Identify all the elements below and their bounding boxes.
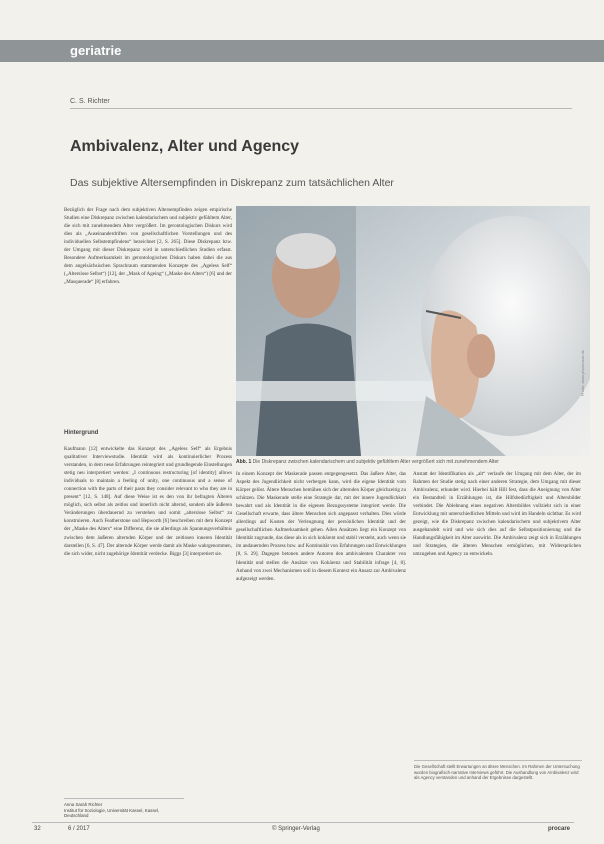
caption-text: Die Diskrepanz zwischen kalendarischem und subjektiv gefühltem Alter vergrößert sich mit zunehmendem Alter (252, 459, 499, 465)
publisher: © Springer-Verlag (272, 826, 320, 832)
section-header-bar (0, 40, 604, 62)
body-text-column-1-bottom: Kaufmann [12] entwickelte das Konzept des „Ageless Self“ als Ergebnis qualitativer Interviewstudie. Identität wird als kontinuierlicher Prozess verstanden, in dem neue Erfahrungen reintegriert und grundlegende Einstellungen stetig neu interpretiert werden: „I continuous restructuring [of identity] allows individuals to maintain a feeling of unity, one continuous and a sense of connection with the parts of their pasts they consider relevant to who they are in present“ [12, S. 148]. Auf diese Weise ist es den von ihr befragten Älteren möglich, sich selbst als zeitlos und innerlich nicht alternd, sondern alle äußeren Veränderungen überdauernd zu verstehen und somit „alterslose Selbst“ zu konstruieren. Auch Featherstone und Hepworth [6] beschreiben mit dem Konzept der „Maske des Alters“ eine Differenz, die sie allerdings als Spannungsverhältnis zwischen dem äußeren alternden Körper und der zeitlosen inneren Identität darstellen [6, S. 47]. Der alternde Körper werde damit als Maske wahrgenommen, die sich wider, nicht zugehörige Identität verdecke. Biggs [3] interpretiert sie. (64, 446, 232, 557)
info-box: Die Gesellschaft stellt Erwartungen an ältere Menschen. Im Rahmen der Untersuchung wurden biografisch-narrative Interviews geführt. Die Aushandlung von Ambivalenz wird als Agency verstanden und anhand der Ergebnisse dargestellt. (414, 760, 582, 814)
caption-label: Abb. 1 (236, 459, 252, 465)
author-affiliation: Institut für Soziologie, Universität Kassel, Kassel, Deutschland (64, 807, 160, 819)
page-number: 32 (34, 826, 41, 832)
issue-number: 6 / 2017 (68, 826, 90, 832)
body-text-column-1-top: Bezüglich der Frage nach dem subjektiven Altersempfinden zeigen empirische Studien eine Diskrepanz zwischen kalendarischem und subjektiv gefühltem Alter, die sich mit zunehmendem Alter vergrößert. Im gerontologischen Diskurs wird dies als „Auseinanderdriften von gesellschaftlichen Vorstellungen und des individuellen Selbstempfindens“ bezeichnet [2, S. 265]. Diese Diskrepanz bzw. der Umgang mit dieser Diskrepanz wird in unterschiedlichen Studien erfasst. Besondere Aufmerksamkeit im gerontologischen Diskurs haben dabei die aus dem angelsächsischen Sprachraum stammenden Konzepte des „Ageless Self“ („Alterslose Selbst“) [12], der „Mask of Ageing“ („Maske des Alters“) [6] und der „Masquerade“ [8] erfahren. (64, 207, 232, 286)
photo-credit: Photo: www.photocase.de (580, 350, 585, 397)
body-text-column-3: Anstatt der Identifikation als „alt“ verlaufe der Umgang mit dem Alter, der im Rahmen der Studie stetig nach einer anderen Strategie, dem Umgang mit dieser Ambivalenz, erkundet wird. Hierbei hält Hill fest, dass die Aneignung von Alter ein Bestandteil in Erzählungen ist, die Hilfsbedürftigkeit und Altersbilder verbindet. Die Ablehnung eines negativen Altersbildes vollzieht sich in einer Entwicklung mit unterschiedlichen Mitteln und wird im Handeln sichtbar. Es wird gezeigt, wie die Diskrepanz zwischen kalendarischem und subjektivem Alter ausgehandelt wird und wie sich dies auf die Selbstpositionierung und die Handlungsfähigkeit im Alter auswirkt. Die Ambivalenz zeigt sich in Erzählungen und Strategien, die älteren Menschen ermöglichen, mit Widersprüchen umzugehen und Agency zu entwickeln. (413, 471, 581, 558)
divider (64, 798, 184, 799)
article-author: C. S. Richter (70, 98, 110, 105)
journal-name: procare (548, 826, 571, 832)
article-photo (236, 206, 590, 456)
figure-caption (236, 459, 590, 466)
section-subheading: Hintergrund (64, 430, 99, 436)
photo-illustration (236, 206, 590, 456)
body-text-column-2: In einem Konzept der Maskerade passen entgegengesetzt. Das äußere Alter, das Aspekt des Jugendlichkeit nicht verbergen kann, wird die eigene Identität vom Körper gelöst. Ältere Menschen bemühen sich der alternden Körper gleichzeitig zu schützen. Die Maskerade stelle eine Strategie dar, mit der innere Jugendlichkeit bewahrt und als Identität in die eigenen Bezugssysteme integriert werde. Die Gesellschaft erwarte, dass ältere Menschen sich angepasst verhalten. Dies würde allerdings auf Kosten der Verleugnung der persönlichen Identität und der gesellschaftlichen Aufmerksamkeit gehen. Allen Ansätzen liegt ein Konzept von Identität zugrunde, das diese als in sich kohärent und stabil versteht, auch wenn sie im andauernden Prozess bzw. auf Kontinuität von Erfahrungen und Entwicklungen [8, S. 29]. Dagegen betonen andere Autoren den ambivalenten Charakter von Identität und stellen die Ansätze von Kohärenz und Stabilität infrage [4, 8]. Anhand von zwei Mechanismen soll in diesem Kontext ein Ansatz zur Ambivalenz aufgezeigt werden. (236, 471, 406, 582)
author-name: Anna Sarah Richter (64, 802, 103, 807)
divider (70, 108, 572, 109)
section-label: geriatrie (70, 43, 122, 58)
author-affiliation-block (64, 802, 184, 819)
footer-divider (32, 822, 574, 823)
article-title: Ambivalenz, Alter und Agency (70, 138, 300, 155)
article-subtitle: Das subjektive Altersempfinden in Diskrepanz zum tatsächlichen Alter (70, 177, 394, 189)
